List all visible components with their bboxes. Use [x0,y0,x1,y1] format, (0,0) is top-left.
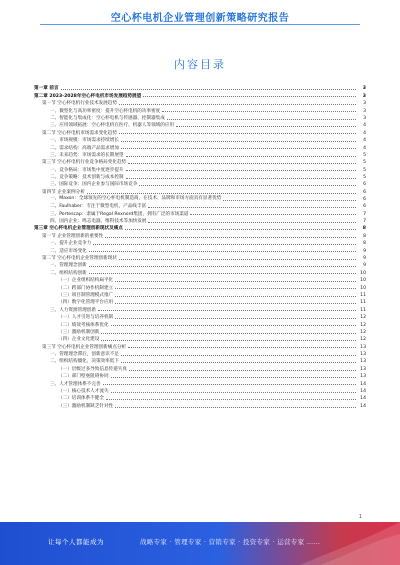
toc-leader-dots [126,178,356,179]
toc-leader-dots [101,333,356,334]
toc-leader-dots [121,355,356,356]
toc-entry-label: 三、人才管理体系不完善 [50,381,101,387]
toc-leader-dots [89,251,356,252]
toc-leader-dots [115,318,356,319]
toc-entry-label: 四、国内企业：鸣志电器、维科技术等加快发展 [50,219,147,225]
toc-entry-page: 3 [363,101,366,107]
toc-entry[interactable] [34,320,366,327]
toc-leader-dots [119,133,356,134]
toc-entry-page: 14 [360,389,366,395]
toc-entry[interactable] [34,217,366,224]
toc-leader-dots [61,89,356,90]
toc-entry-page: 10 [360,278,366,284]
toc-entry-page: 6 [363,196,366,202]
toc-entry-label: 三、国际竞争：国内企业参与国际市场竞争 [50,182,138,188]
toc-entry[interactable] [34,401,366,408]
toc-entry[interactable] [34,173,366,180]
toc-entry-page: 7 [363,211,366,217]
toc-entry-page: 12 [360,322,366,328]
toc-entry[interactable] [34,121,366,128]
toc-entry[interactable] [34,136,366,143]
toc-leader-dots [125,229,356,230]
toc-entry-page: 9 [363,255,366,261]
toc-entry[interactable] [34,128,366,135]
toc-entry-page: 12 [360,337,366,343]
toc-entry-page: 5 [363,167,366,173]
toc-entry-page: 14 [360,403,366,409]
toc-entry[interactable] [34,151,366,158]
toc-entry-page: 8 [362,226,366,232]
toc-entry[interactable] [34,84,366,91]
toc-entry-label: 三、人力资源管理创新 [50,307,96,313]
toc-entry[interactable] [34,342,366,349]
toc-entry-label: 一、提升企业竞争力 [50,241,92,247]
toc-entry-label: 二、组织结构僵化，决策效率低下 [50,359,119,365]
toc-entry[interactable] [34,350,366,357]
toc-entry[interactable] [34,114,366,121]
toc-entry-page: 6 [363,189,366,195]
toc-entry-page: 8 [363,233,366,239]
toc-entry-label: 二、智能化与集成化：空心杯电机与传感器、控制器集成 [50,115,165,121]
toc-entry-label: （三）项目制管理模式推广 [58,292,114,298]
toc-entry-page: 3 [362,86,366,92]
toc-leader-dots [143,96,356,97]
report-header [0,0,400,28]
toc-entry-label: 第二章 2023-2028年空心杯电机市场发展趋势展望 [34,93,142,99]
toc-entry-label: 三、未来趋势：市场需求的长期展望 [50,152,124,158]
toc-entry-page: 4 [363,123,366,129]
toc-entry-page: 8 [363,241,366,247]
toc-entry-page: 3 [363,115,366,121]
toc-leader-dots [121,362,356,363]
toc-entry[interactable] [34,394,366,401]
toc-entry-page: 9 [363,263,366,269]
toc-entry-page: 13 [360,374,366,380]
toc-entry-label: 一、竞争格局：市场集中度逐步提升 [50,167,124,173]
toc-entry-label: 第二节 空心杯电机企业管理创新现状 [42,255,117,261]
toc-entry-label: 一、市场规模：市场需求持续增长 [50,138,119,144]
toc-entry-label: 一、管理理念滞后，创新意识不足 [50,352,119,358]
toc-leader-dots [119,259,356,260]
toc-leader-dots [111,392,356,393]
toc-entry-label: 二、组织结构创新 [50,270,87,276]
toc-leader-dots [121,141,356,142]
toc-entry-page: 5 [363,152,366,158]
toc-leader-dots [89,266,356,267]
toc-entry-page: 14 [360,381,366,387]
toc-entry-label: 一、微型化与高功率密度：提升空心杯电机的功率密度 [50,108,161,114]
toc-entry[interactable] [34,328,366,335]
toc-leader-dots [121,148,356,149]
toc-entry[interactable] [34,268,366,275]
toc-entry-label: 一、管理理念创新 [50,263,87,269]
toc-entry-label: （三）激励机制缺乏针对性 [58,403,114,409]
toc-entry-page: 4 [363,138,366,144]
toc-entry-label: （二）部门壁垒阻碍协同 [58,374,109,380]
toc-entry-page: 6 [363,182,366,188]
toc-leader-dots [101,340,356,341]
toc-entry-page: 13 [360,359,366,365]
toc-entry[interactable] [34,165,366,172]
toc-entry-label: （一）核心技术人才流失 [58,389,109,395]
toc-leader-dots [139,185,356,186]
toc-entry-page: 3 [363,108,366,114]
toc-leader-dots [162,111,356,112]
toc-heading: 内容目录 [174,58,226,71]
toc-entry[interactable] [34,364,366,371]
toc-entry-label: （四）企业文化建设 [58,337,100,343]
toc-entry-page: 10 [360,270,366,276]
toc-leader-dots [93,244,356,245]
toc-entry-label: （一）层级过多导致信息传递失真 [58,366,127,372]
toc-leader-dots [128,163,356,164]
toc-entry-label: （一）人才引进与培养机制 [58,315,114,321]
toc-leader-dots [87,193,356,194]
toc-leader-dots [115,281,356,282]
toc-entry-page: 7 [363,219,366,225]
toc-entry[interactable] [34,357,366,364]
toc-entry-page: 4 [363,130,366,136]
toc-entry[interactable] [34,231,366,238]
toc-leader-dots [111,377,356,378]
toc-leader-dots [190,214,356,215]
toc-entry[interactable] [34,187,366,194]
toc-leader-dots [148,207,356,208]
toc-leader-dots [115,407,356,408]
toc-entry-page: 5 [363,175,366,181]
toc-entry[interactable] [34,276,366,283]
toc-entry-label: 第一章 前言 [34,86,59,92]
toc-entry-page: 11 [360,300,366,306]
toc-entry[interactable] [34,305,366,312]
toc-entry[interactable] [34,106,366,113]
toc-leader-dots [126,170,356,171]
toc-entry-label: （二）绩效考核体系优化 [58,322,109,328]
toc-entry[interactable] [34,246,366,253]
toc-entry-page: 12 [360,315,366,321]
toc-entry-label: 第一节 空心杯电机行业技术发展趋势 [42,101,117,107]
toc-entry[interactable] [34,298,366,305]
toc-entry-page: 14 [360,396,366,402]
toc-entry-label: 三、Portescap：隶属于Regal Rexnord集团，拥有广泛的市场渠道 [50,211,189,217]
toc-entry-label: （四）数字化管理平台应用 [58,300,114,306]
toc-entry[interactable] [34,195,366,202]
toc-leader-dots [115,288,356,289]
toc-entry-label: 二、需求结构：高端产品需求增加 [50,145,119,151]
report-title: 空心杯电机企业管理创新策略研究报告 [110,13,290,24]
toc-entry-label: 第一节 企业管理创新的重要性 [42,233,104,239]
toc-leader-dots [129,370,356,371]
footer-tags: 战略专家 · 管理专家 · 营销专家 · 投资专家 · 运营专家 …… [140,538,321,546]
toc-entry[interactable] [34,254,366,261]
toc-leader-dots [148,222,356,223]
toc-leader-dots [223,200,356,201]
footer-banner [0,522,400,565]
toc-leader-dots [167,119,356,120]
toc-leader-dots [111,325,356,326]
toc-entry-label: 第四节 企业案例分析 [42,189,85,195]
toc-leader-dots [115,296,356,297]
toc-entry-page: 10 [360,285,366,291]
toc-entry-page: 13 [360,344,366,350]
toc-entry[interactable] [34,143,366,150]
toc-entry[interactable] [34,261,366,268]
toc-entry[interactable] [34,91,366,98]
toc-entry[interactable] [34,387,366,394]
toc-entry[interactable] [34,372,366,379]
toc-entry-page: 13 [360,352,366,358]
toc-entry-label: （一）企业组织结构扁平化 [58,278,114,284]
toc-entry-page: 3 [362,93,366,99]
toc-entry-page: 11 [360,307,366,313]
toc-entry[interactable] [34,283,366,290]
toc-leader-dots [98,310,356,311]
toc-entry[interactable] [34,99,366,106]
toc-entry-label: 二、适应市场变化 [50,248,87,254]
toc-leader-dots [103,384,356,385]
toc-entry-page: 11 [360,292,366,298]
toc-leader-dots [128,347,356,348]
toc-entry[interactable] [34,313,366,320]
toc-entry-label: 第三节 空心杯电机企业管理创新痛点分析 [42,344,127,350]
toc-leader-dots [115,303,356,304]
toc-entry[interactable] [34,379,366,386]
table-of-contents [34,84,366,409]
toc-leader-dots [89,273,356,274]
toc-entry[interactable] [34,335,366,342]
toc-entry[interactable] [34,224,366,231]
decorative-swoosh [300,522,400,565]
toc-entry[interactable] [34,202,366,209]
toc-leader-dots [106,399,356,400]
toc-entry-label: 二、Faulhaber：专注于微型电机，产品线丰富 [50,204,147,210]
toc-entry-page: 5 [363,160,366,166]
toc-entry-label: 三、应用领域拓展：空心杯电机在医疗、机器人等领域的应用 [50,123,175,129]
toc-entry-page: 6 [363,204,366,210]
toc-leader-dots [176,126,356,127]
toc-entry-label: 一、Maxon：全球领先的空心杯电机制造商，在技术、品牌和市场方面具有显著优势 [50,195,222,201]
toc-entry[interactable] [34,180,366,187]
page-number: 1 [358,514,362,520]
toc-entry-label: 第三节 空心杯电机行业竞争格局变化趋势 [42,160,127,166]
toc-entry-label: （三）激励机制创新 [58,329,100,335]
toc-entry-page: 4 [363,145,366,151]
toc-leader-dots [119,104,356,105]
toc-entry-page: 9 [363,248,366,254]
toc-entry[interactable] [34,291,366,298]
toc-entry-page: 12 [360,329,366,335]
header-rule [40,24,360,25]
toc-entry-label: （二）培训体系不健全 [58,396,104,402]
toc-entry-label: （二）跨部门协作机制建立 [58,285,114,291]
toc-leader-dots [126,156,356,157]
toc-entry-label: 第二节 空心杯电机市场需求变化趋势 [42,130,117,136]
toc-entry-label: 第三章 空心杯电机企业管理创新现状及痛点 [34,226,123,232]
toc-entry[interactable] [34,158,366,165]
footer-slogan: 让每个人都能成为 [48,538,104,546]
toc-leader-dots [105,237,356,238]
toc-entry[interactable] [34,239,366,246]
toc-entry-label: 二、竞争策略：技术创新与成本控制 [50,175,124,181]
toc-entry[interactable] [34,209,366,216]
toc-entry-page: 13 [360,366,366,372]
